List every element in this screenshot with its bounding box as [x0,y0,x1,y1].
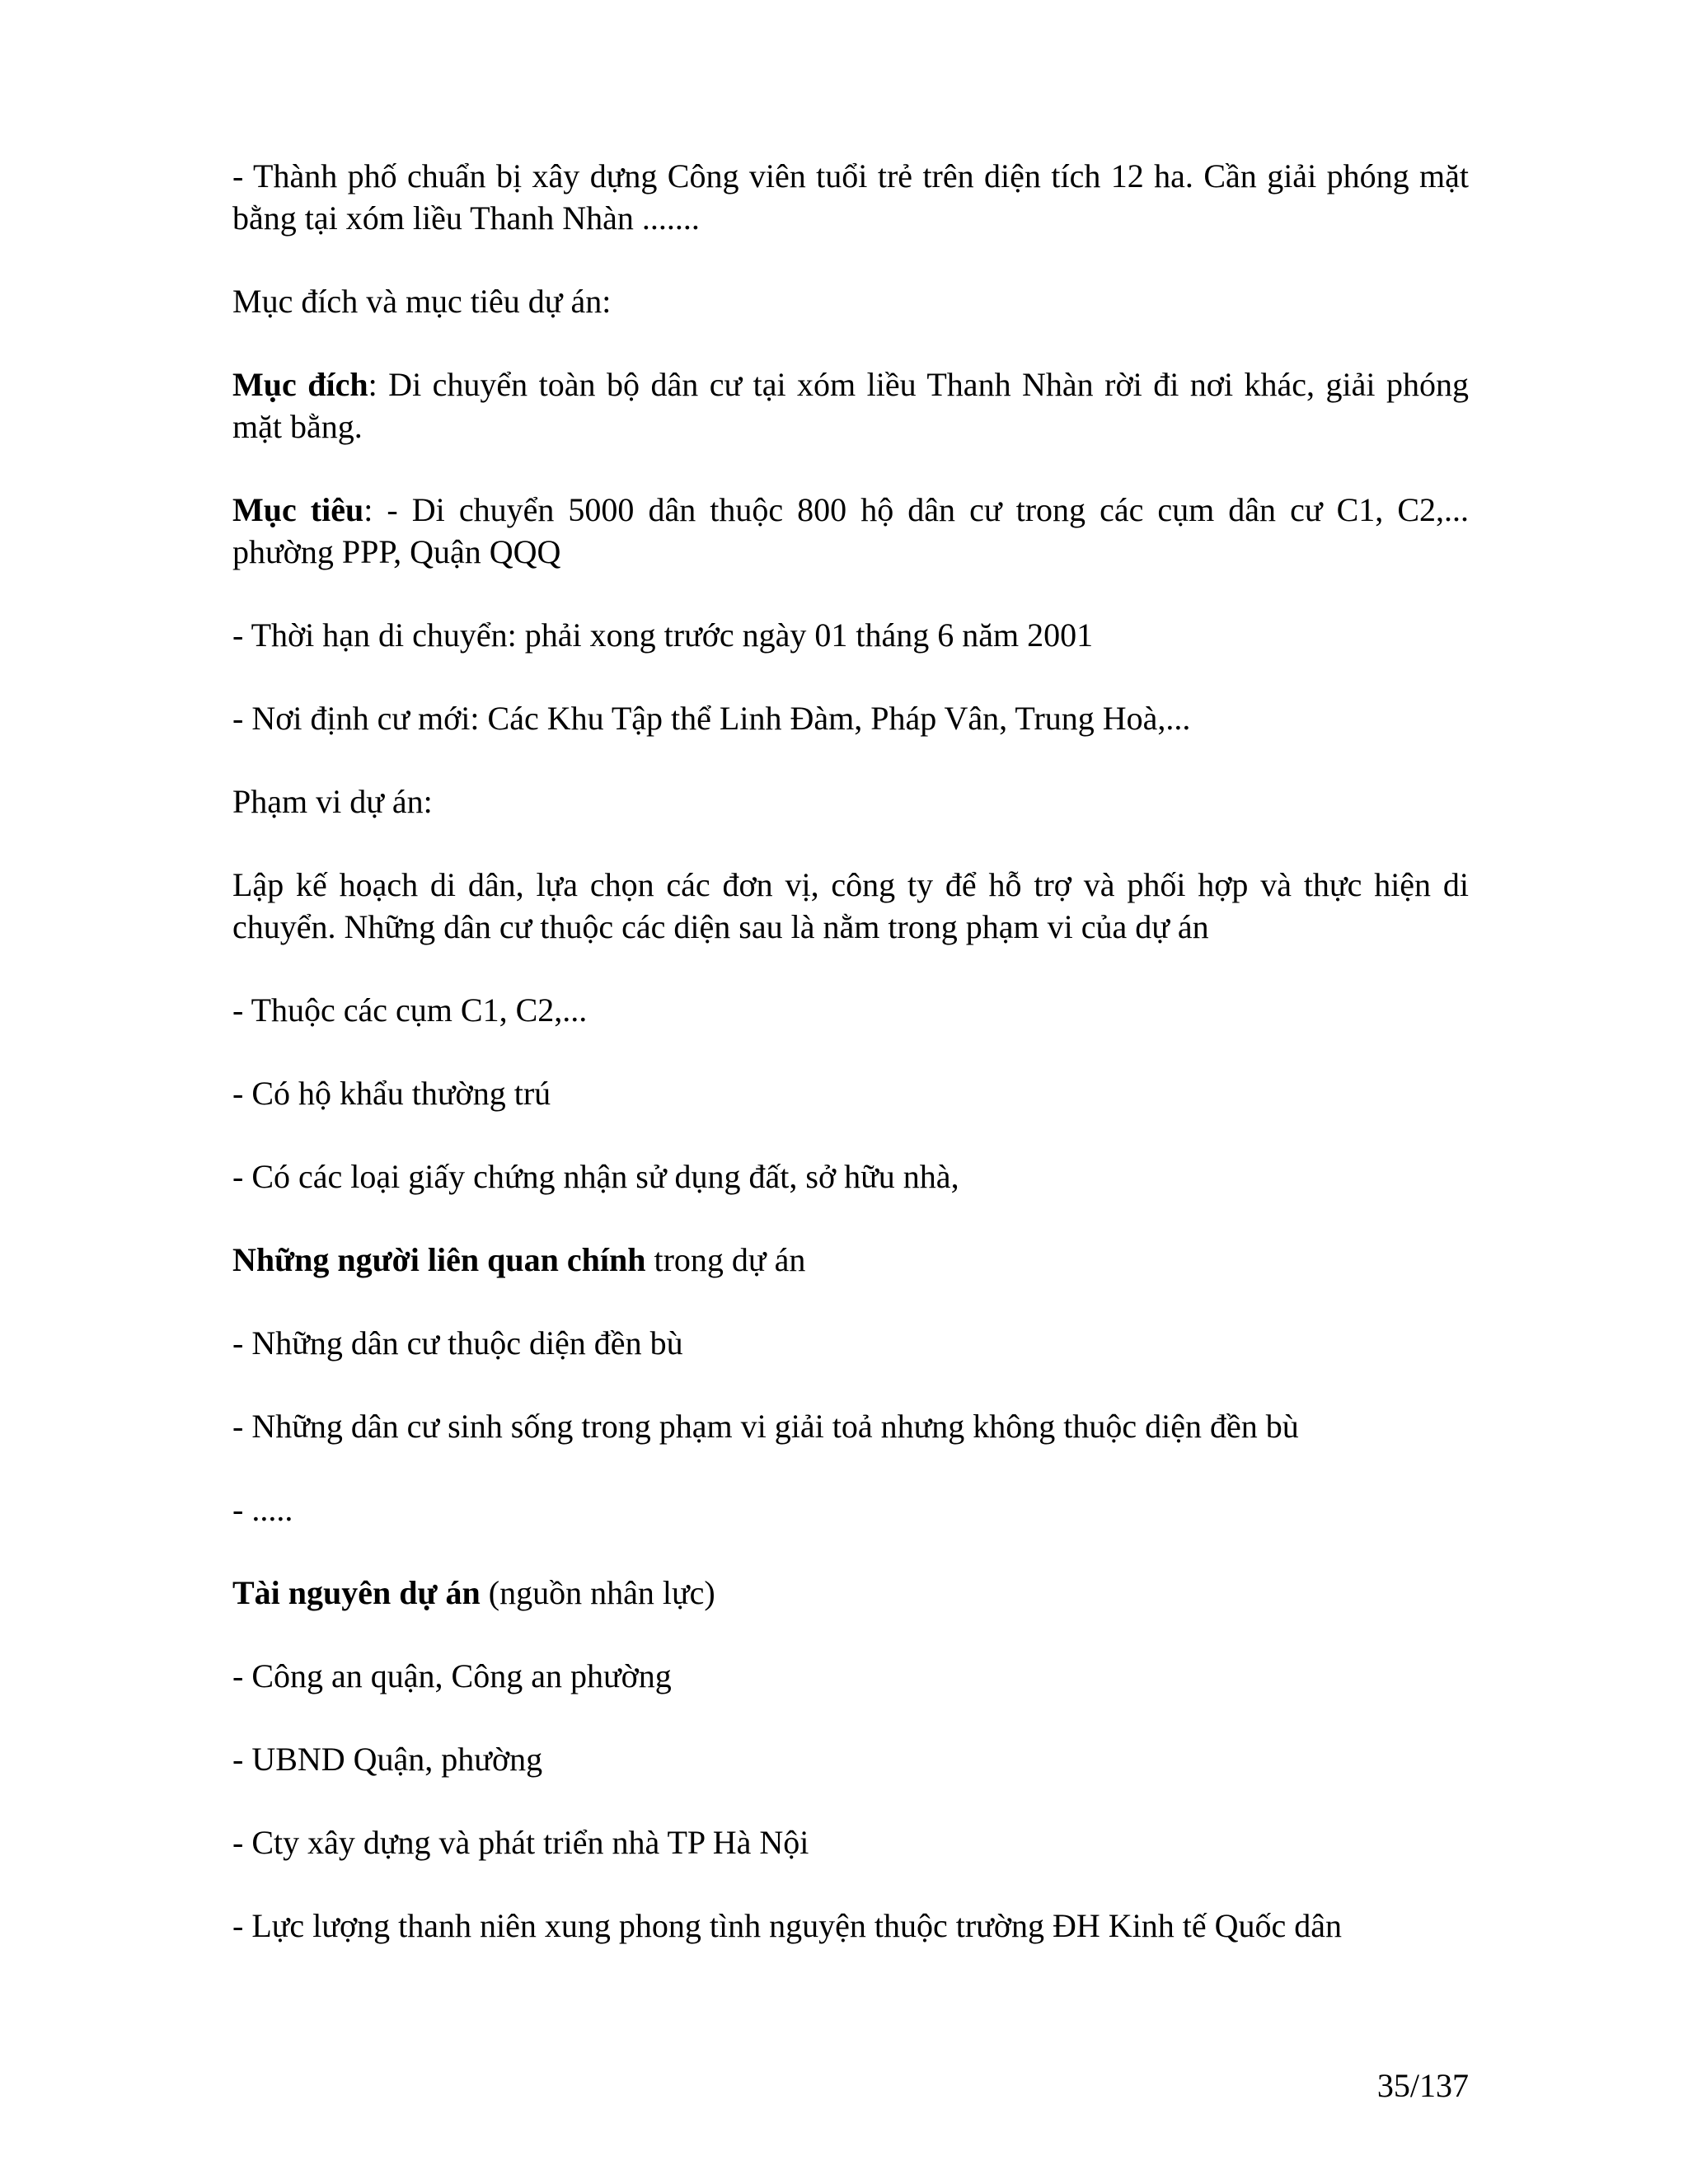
objective-label: Mục tiêu [232,491,364,528]
stakeholder-item-compensated: - Những dân cư thuộc diện đền bù [232,1324,683,1361]
stakeholders-heading [232,1239,1469,1281]
intro-paragraph: - Thành phố chuẩn bị xây dựng Công viên tuổi trẻ trên diện tích 12 ha. Cần giải phóng mặt bằng tại xóm liều Thanh Nhàn ....... [232,157,1469,237]
document-body [232,155,1469,1988]
deadline-item: - Thời hạn di chuyển: phải xong trước ngày 01 tháng 6 năm 2001 [232,616,1094,654]
resource-item-police: - Công an quận, Công an phường [232,1657,672,1694]
resource-item-ubnd: - UBND Quận, phường [232,1741,543,1778]
purpose-text: : Di chuyển toàn bộ dân cư tại xóm liều Thanh Nhàn rời đi nơi khác, giải phóng mặt bằng. [232,366,1469,445]
scope-paragraph: Lập kế hoạch di dân, lựa chọn các đơn vị, công ty để hỗ trợ và phối hợp và thực hiện di chuyển. Những dân cư thuộc các diện sau là nằm trong phạm vi của dự án [232,866,1469,945]
stakeholders-label: Những người liên quan chính [232,1241,646,1278]
stakeholders-text: trong dự án [645,1241,806,1278]
resources-text: (nguồn nhân lực) [480,1574,715,1611]
resources-label: Tài nguyên dự án [232,1574,481,1611]
resource-item-construction-company: - Cty xây dựng và phát triển nhà TP Hà Nội [232,1824,809,1861]
scope-item-residence: - Có hộ khẩu thường trú [232,1075,551,1112]
new-settlement-item: - Nơi định cư mới: Các Khu Tập thể Linh Đàm, Pháp Vân, Trung Hoà,... [232,700,1191,737]
purpose-objective-heading: Mục đích và mục tiêu dự án: [232,283,612,320]
stakeholder-item-not-compensated: - Những dân cư sinh sống trong phạm vi giải toả nhưng không thuộc diện đền bù [232,1408,1299,1445]
scope-item-certificates: - Có các loại giấy chứng nhận sử dụng đất, sở hữu nhà, [232,1158,959,1195]
purpose-paragraph [232,363,1469,448]
page-number: 35/137 [1376,2067,1469,2104]
objective-text: : - Di chuyển 5000 dân thuộc 800 hộ dân cư trong các cụm dân cư C1, C2,... phường PPP, Quận QQQ [232,491,1470,570]
resource-item-volunteers: - Lực lượng thanh niên xung phong tình nguyện thuộc trường ĐH Kinh tế Quốc dân [232,1907,1343,1944]
resources-heading [232,1572,1469,1614]
purpose-label: Mục đích [232,366,368,403]
scope-item-clusters: - Thuộc các cụm C1, C2,... [232,991,588,1029]
objective-paragraph [232,489,1469,573]
stakeholder-item-more: - ..... [232,1491,293,1528]
scope-heading: Phạm vi dự án: [232,783,433,820]
